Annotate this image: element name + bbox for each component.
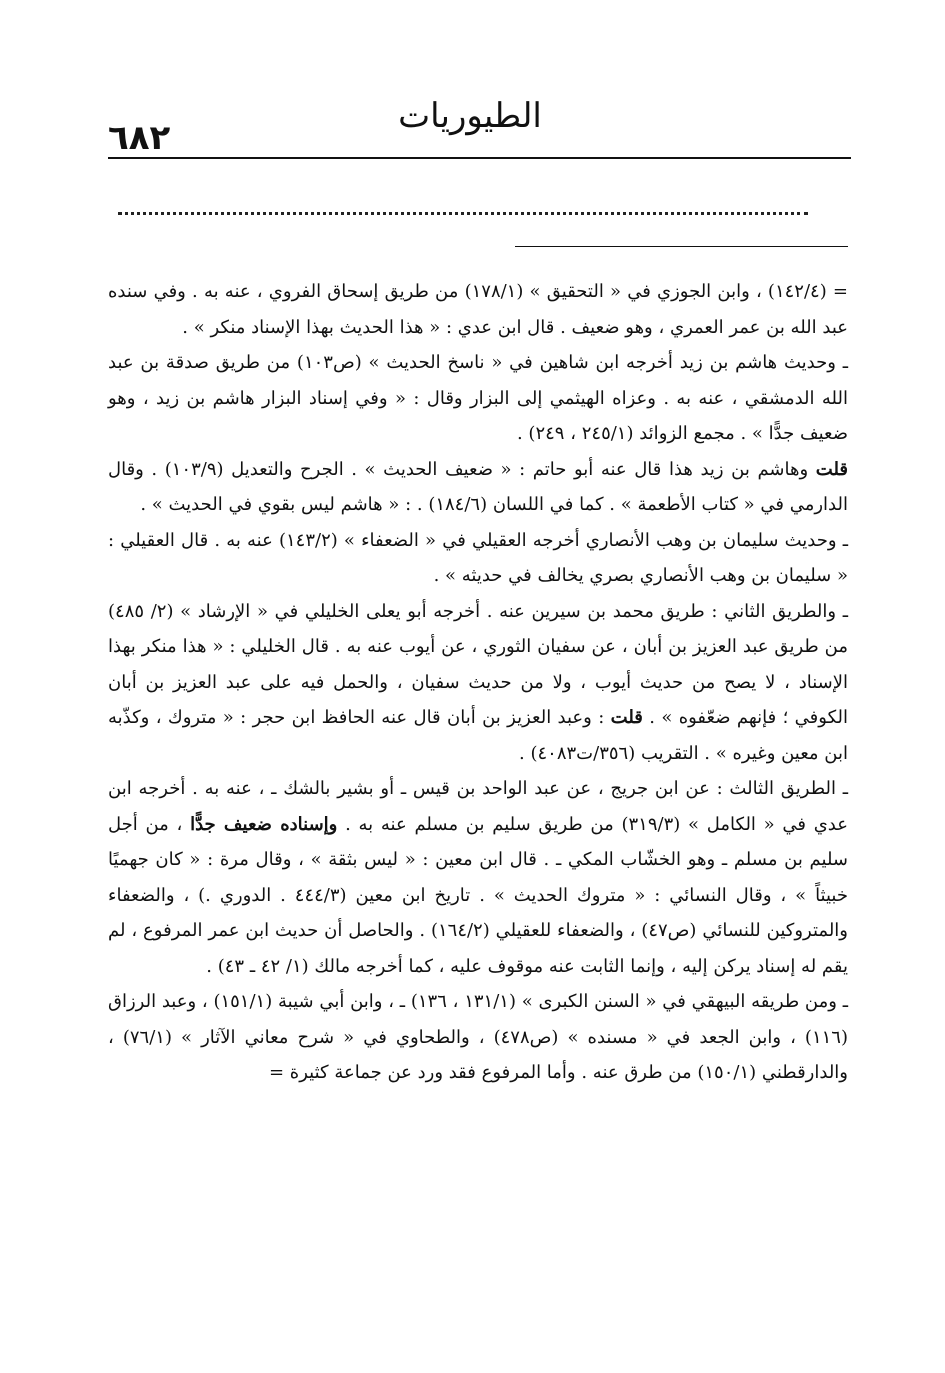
text-run: ، من أجل سليم بن مسلم ـ وهو الخشّاب المكي ـ . قال ابن معين : « ليس بثقة » ، وقال مرة : « كان جهميًا خبيثاً » ، وقال النسائي : « متروك الحديث » . تاريخ ابن معين (٤٤٤/٣ . الدوري .) ، والضعفاء والمتروكين للنسائي (ص٤٧) ، والضعفاء للعقيلي (١٦٤/٢) . والحاصل أن حديث ابن عمر المرفوع ، لم يقم له إسناد يركن إليه ، وإنما الثابت عنه موقوف عليه ، كما أخرجه مالك (١/ ٤٢ ـ ٤٣) . (108, 813, 848, 977)
text-run: ـ الطريق الثالث : عن ابن جريج ، عن عبد الواحد بن قيس ـ أو بشير بالشك ـ ، عنه به . أخرجه ابن عدي في « الكامل » (٣١٩/٣) من طريق سليم بن مسلم عنه به . (108, 778, 848, 835)
paragraph (108, 984, 848, 1091)
text-run: ـ والطريق الثاني : طريق محمد بن سيرين عنه . أخرجه أبو يعلى الخليلي في « الإرشاد » (٢/ ٤٨٥) من طريق عبد العزيز بن أبان ، عن سفيان الثوري ، عن أيوب عنه به . قال الخليلي : « هذا منكر بهذا الإسناد ، لا يصح من حديث أيوب ، ولا من حديث سفيان ، والحمل فيه على عبد العزيز بن أبان الكوفي ؛ فإنهم ضعّفوه » . (108, 600, 848, 728)
paragraph (108, 452, 848, 523)
dotted-separator (118, 212, 808, 215)
bold-run: قلت (610, 707, 643, 728)
text-run: ـ وحديث سليمان بن وهب الأنصاري أخرجه العقيلي في « الضعفاء » (١٤٣/٢) عنه به . قال العقيلي : « سليمان بن وهب الأنصاري بصري يخالف في حديثه » . (108, 529, 848, 586)
text-run: وهاشم بن زيد هذا قال عنه أبو حاتم : « ضعيف الحديث » . الجرح والتعديل (١٠٣/٩) . وقال الدارمي في « كتاب الأطعمة » . كما في اللسان (١٨٤/٦) . : « هاشم ليس بقوي في الحديث » . (108, 458, 848, 515)
bold-run: قلت (815, 458, 849, 480)
text-run: = (١٤٢/٤) ، وابن الجوزي في « التحقيق » (١٧٨/١) من طريق إسحاق الفروي ، عنه به . وفي سنده عبد الله بن عمر العمري ، وهو ضعيف . قال ابن عدي : « هذا الحديث بهذا الإسناد منكر » . (108, 281, 849, 338)
footnote-text (108, 274, 848, 1091)
paragraph (108, 594, 848, 772)
paragraph (108, 345, 848, 452)
text-run: ـ ومن طريقه البيهقي في « السنن الكبرى » (١٣١/١ ، ١٣٦) ـ ، وابن أبي شيبة (١٥١/١) ، وعبد الرزاق (١١٦) ، وابن الجعد في « مسنده » (ص٤٧٨) ، والطحاوي في « شرح معاني الآثار » (٧٦/١) ، والدارقطني (١٥٠/١) من طرق عنه . وأما المرفوع فقد ورد عن جماعة كثيرة = (108, 991, 848, 1083)
footnote-rule (515, 246, 848, 247)
text-run: ـ وحديث هاشم بن زيد أخرجه ابن شاهين في « ناسخ الحديث » (ص١٠٣) من طريق صدقة بن عبد الله الدمشقي ، عنه به . وعزاه الهيثمي إلى البزار وقال : « وفي إسناد البزار هاشم بن زيد ، وهو ضعيف جدًّا » . مجمع الزوائد (٢٤٥/١ ، ٢٤٩) . (108, 352, 848, 444)
paragraph (108, 523, 848, 594)
page-number: ٦٨٢ (108, 118, 171, 158)
book-title: الطيوريات (398, 96, 542, 136)
bold-run: وإسناده ضعيف جدًّا (190, 813, 338, 835)
text-run: : وعبد العزيز بن أبان قال عنه الحافظ ابن حجر : « متروك ، وكذّبه ابن معين وغيره » . التقريب (٣٥٦/ت٤٠٨٣) . (108, 707, 848, 764)
header-rule (108, 157, 851, 159)
paragraph (108, 274, 848, 345)
paragraph (108, 771, 848, 984)
